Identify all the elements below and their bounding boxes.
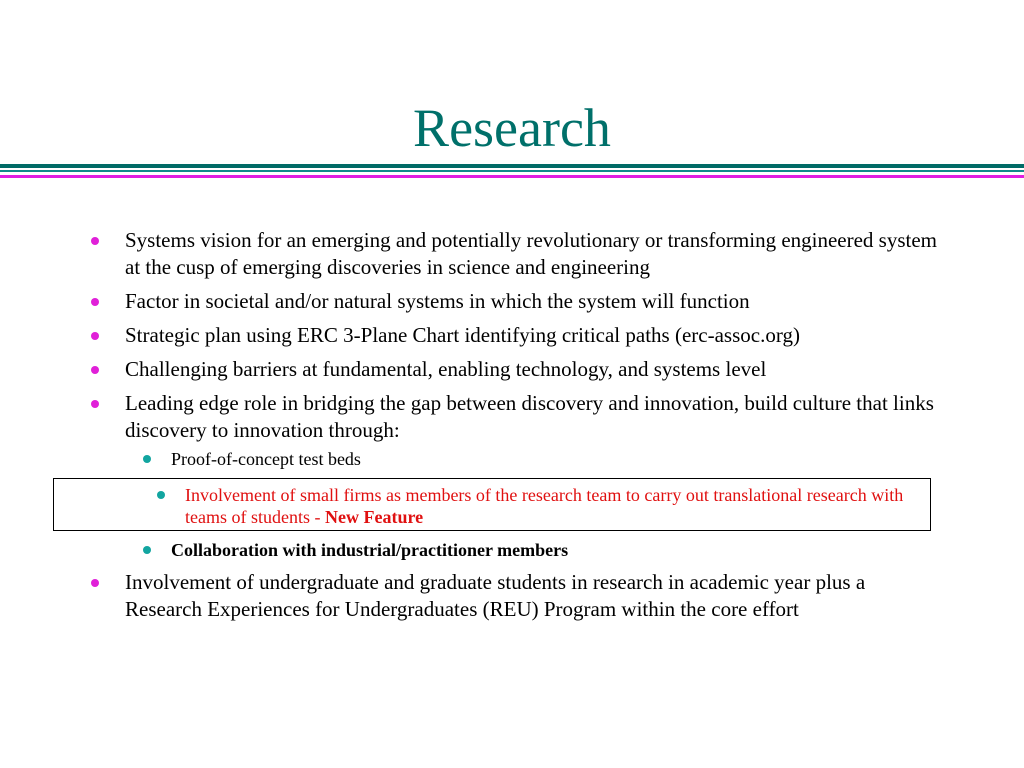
sub-bullet-text: Involvement of small firms as members of the research team to carry out translational research with teams of students - [185, 485, 904, 527]
bullet-dot-icon [91, 332, 99, 340]
highlighted-sub-bullet-item [53, 478, 931, 531]
sub-bullet-list [125, 448, 947, 561]
slide-title: Research [413, 98, 611, 158]
sub-bullet-dot-icon [143, 455, 151, 463]
bullet-dot-icon [91, 579, 99, 587]
bullet-dot-icon [91, 298, 99, 306]
bullet-dot-icon [91, 366, 99, 374]
bullet-list [87, 227, 947, 630]
sub-bullet-dot-icon [143, 546, 151, 554]
bullet-item [87, 227, 947, 281]
title-rule-teal [0, 170, 1024, 172]
bullet-text: Challenging barriers at fundamental, enabling technology, and systems level [125, 357, 767, 381]
bullet-item [87, 356, 947, 383]
title-rule-magenta [0, 175, 1024, 178]
bullet-item [87, 322, 947, 349]
sub-bullet-text: Proof-of-concept test beds [171, 449, 361, 469]
bullet-text: Strategic plan using ERC 3-Plane Chart identifying critical paths (erc-assoc.org) [125, 323, 800, 347]
new-feature-label: New Feature [324, 507, 424, 527]
sub-bullet-item [87, 448, 947, 470]
bullet-item [87, 390, 947, 561]
bullet-text: Leading edge role in bridging the gap between discovery and innovation, build culture that links discovery to innovation through: [125, 391, 934, 442]
bullet-item [87, 569, 947, 623]
sub-bullet-dot-icon [157, 491, 165, 499]
bullet-text: Involvement of undergraduate and graduate students in research in academic year plus a Research Experiences for Undergraduates (REU) Program within the core effort [125, 570, 866, 621]
bullet-item [87, 288, 947, 315]
title-rule-dark [0, 164, 1024, 168]
bullet-dot-icon [91, 237, 99, 245]
sub-bullet-item [87, 539, 947, 561]
bullet-text: Factor in societal and/or natural systems in which the system will function [125, 289, 750, 313]
bullet-dot-icon [91, 400, 99, 408]
bullet-text: Systems vision for an emerging and potentially revolutionary or transforming engineered system at the cusp of emerging discoveries in science and engineering [125, 228, 938, 279]
sub-bullet-text: Collaboration with industrial/practitioner members [171, 540, 569, 560]
